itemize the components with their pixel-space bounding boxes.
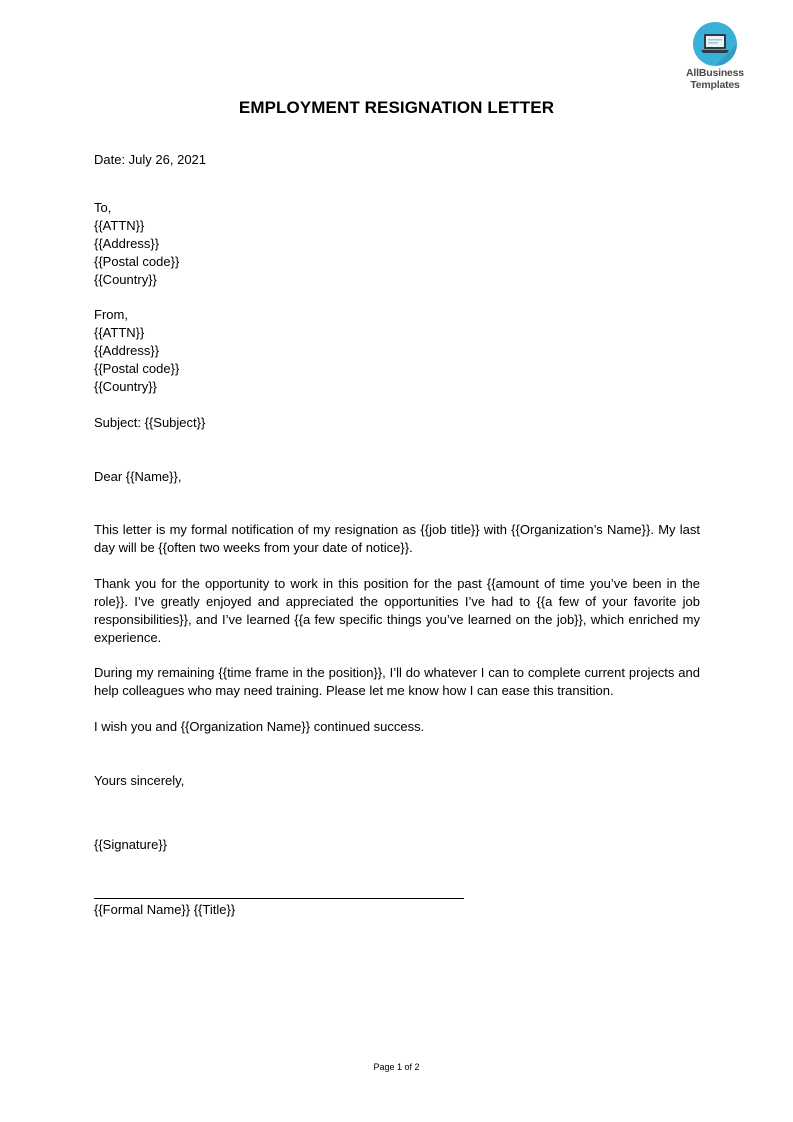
- signature-line: [94, 898, 464, 899]
- from-address-block: [94, 306, 700, 396]
- name-title-text: {{Formal Name}} {{Title}}: [94, 902, 236, 917]
- paragraph-1: [94, 521, 700, 557]
- paragraph-2: [94, 575, 700, 647]
- paragraph-text: I wish you and {{Organization Name}} continued success.: [94, 719, 425, 734]
- page-number-footer: Page 1 of 2: [373, 1062, 420, 1072]
- laptop-icon: [693, 22, 737, 66]
- from-address: {{Address}}: [94, 343, 160, 358]
- to-postal-code: {{Postal code}}: [94, 254, 180, 269]
- from-country: {{Country}}: [94, 379, 157, 394]
- to-attn: {{ATTN}}: [94, 218, 145, 233]
- date-text: Date: July 26, 2021: [94, 152, 207, 167]
- closing-text: Yours sincerely,: [94, 773, 185, 788]
- paragraph-text: This letter is my formal notification of my resignation as {{job title}} with {{Organization’s Name}}. My last day will be {{often two weeks from your date of notice}}.: [94, 522, 700, 555]
- salutation: [94, 468, 700, 486]
- to-heading: To,: [94, 200, 112, 215]
- from-heading: From,: [94, 307, 128, 322]
- paragraph-text: During my remaining {{time frame in the position}}, I’ll do whatever I can to complete current projects and help colleagues who may need training. Please let me know how I can ease this transition.: [94, 665, 700, 698]
- logo-text: [682, 67, 748, 91]
- logo-line-2: Templates: [690, 79, 740, 91]
- name-title-line: [94, 901, 700, 919]
- signature-placeholder: [94, 836, 700, 854]
- paragraph-3: [94, 664, 700, 700]
- signature-text: {{Signature}}: [94, 837, 168, 852]
- closing: [94, 772, 700, 790]
- from-postal-code: {{Postal code}}: [94, 361, 180, 376]
- to-country: {{Country}}: [94, 272, 157, 287]
- paragraph-text: Thank you for the opportunity to work in this position for the past {{amount of time you’ve been in the role}}. I’ve greatly enjoyed and appreciated the opportunities I’ve had to {{a few of your favorite job responsibilities}}, and I’ve learned {{a few specific things you’ve learned on the job}}, which enriched my experience.: [94, 576, 700, 645]
- document-title: EMPLOYMENT RESIGNATION LETTER: [238, 98, 555, 117]
- paragraph-4: [94, 718, 700, 736]
- subject-text: Subject: {{Subject}}: [94, 415, 206, 430]
- subject-line: [94, 414, 700, 432]
- to-address-block: [94, 199, 700, 289]
- allbusiness-templates-logo: [682, 22, 748, 91]
- salutation-text: Dear {{Name}},: [94, 469, 182, 484]
- logo-line-1: AllBusiness: [686, 67, 744, 79]
- date-line: [94, 151, 700, 169]
- from-attn: {{ATTN}}: [94, 325, 145, 340]
- to-address: {{Address}}: [94, 236, 160, 251]
